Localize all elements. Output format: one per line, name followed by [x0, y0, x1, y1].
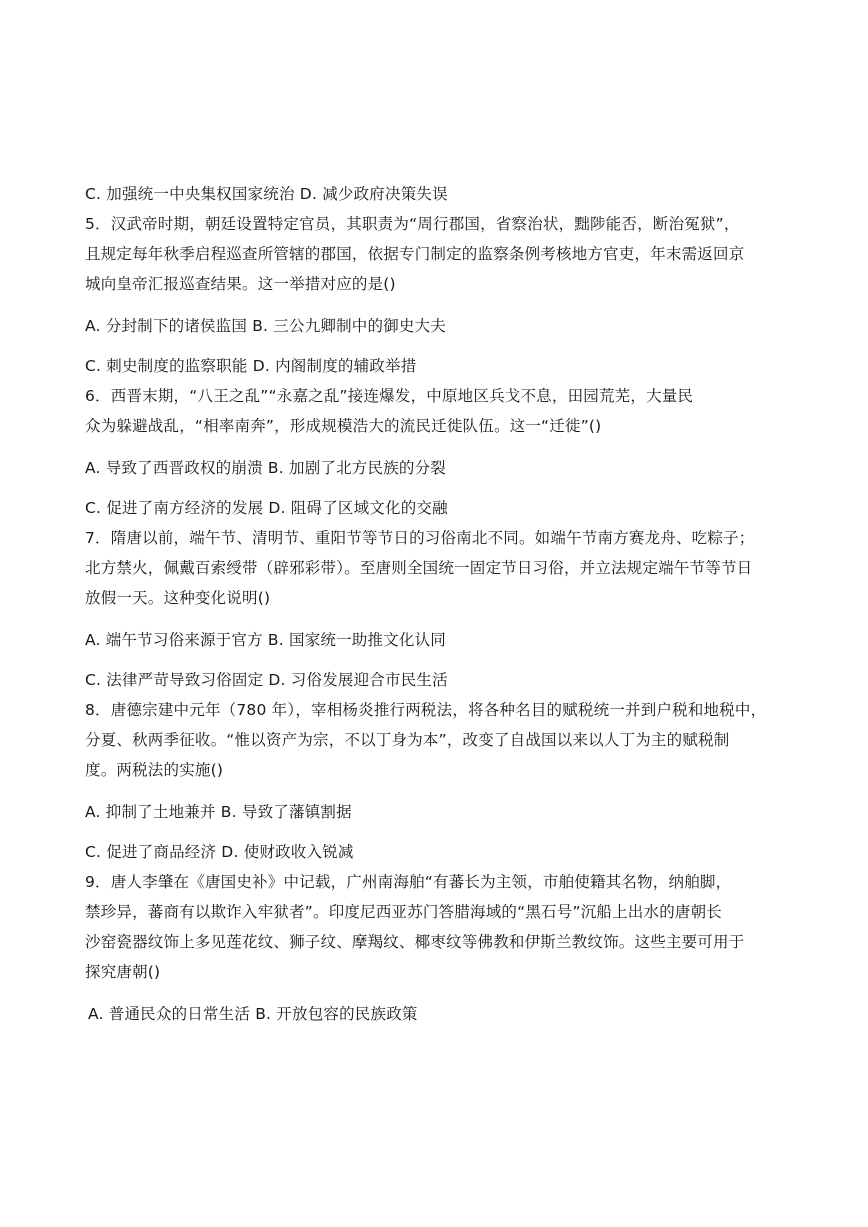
question-9-options-ab: A. 普通民众的日常生活 B. 开放包容的民族政策 — [88, 1005, 418, 1023]
question-9-line-3: 沙窑瓷器纹饰上多见莲花纹、狮子纹、摩羯纹、椰枣纹等佛教和伊斯兰教纹饰。这些主要可用于 — [85, 933, 745, 951]
question-5-options-cd: C. 刺史制度的监察职能 D. 内阁制度的辅政举措 — [85, 357, 417, 375]
question-7-line-2: 北方禁火，佩戴百索绶带（辟邪彩带）。至唐则全国统一固定节日习俗，并立法规定端午节等节日 — [85, 559, 753, 577]
question-5-options-ab: A. 分封制下的诸侯监国 B. 三公九卿制中的御史大夫 — [85, 317, 447, 335]
question-5-line-2: 且规定每年秋季启程巡查所管辖的郡国，依据专门制定的监察条例考核地方官吏，年末需返回京 — [85, 245, 745, 263]
question-7-line-1: 7．隋唐以前，端午节、清明节、重阳节等节日的习俗南北不同。如端午节南方赛龙舟、吃粽子； — [85, 529, 755, 547]
question-9-line-2: 禁珍异，蕃商有以欺诈入牢狱者”。印度尼西亚苏门答腊海域的“黑石号”沉船上出水的唐朝长 — [85, 903, 722, 921]
question-5-line-1: 5．汉武帝时期，朝廷设置特定官员，其职责为“周行郡国，省察治状，黜陟能否，断治冤狱”， — [85, 215, 740, 233]
question-7-options-ab: A. 端午节习俗来源于官方 B. 国家统一助推文化认同 — [85, 631, 447, 649]
question-7-line-3: 放假一天。这种变化说明() — [85, 589, 271, 607]
question-6-line-2: 众为躲避战乱，“相率南奔”，形成规模浩大的流民迁徙队伍。这一“迁徙”() — [85, 417, 602, 435]
question-8-options-cd: C. 促进了商品经济 D. 使财政收入锐减 — [85, 843, 354, 861]
question-8-line-1: 8．唐德宗建中元年（780 年），宰相杨炎推行两税法，将各种名目的赋税统一并到户税和地税中， — [85, 701, 767, 719]
question-6-line-1: 6．西晋末期，“八王之乱”“永嘉之乱”接连爆发，中原地区兵戈不息，田园荒芜，大量民 — [85, 387, 694, 405]
question-5-line-3: 城向皇帝汇报巡查结果。这一举措对应的是() — [85, 275, 396, 293]
question-8-line-3: 度。两税法的实施() — [85, 761, 224, 779]
question-7-options-cd: C. 法律严苛导致习俗固定 D. 习俗发展迎合市民生活 — [85, 671, 448, 689]
question-8-line-2: 分夏、秋两季征收。“惟以资产为宗，不以丁身为本”，改变了自战国以来以人丁为主的赋税制 — [85, 731, 730, 749]
question-9-line-4: 探究唐朝() — [85, 963, 161, 981]
option-line-4cd: C. 加强统一中央集权国家统治 D. 减少政府决策失误 — [85, 185, 448, 203]
question-9-line-1: 9．唐人李肇在《唐国史补》中记载，广州南海舶“有蕃长为主领，市舶使籍其名物，纳舶脚， — [85, 873, 732, 891]
question-8-options-ab: A. 抑制了土地兼并 B. 导致了藩镇割据 — [85, 803, 352, 821]
question-6-options-ab: A. 导致了西晋政权的崩溃 B. 加剧了北方民族的分裂 — [85, 459, 447, 477]
question-6-options-cd: C. 促进了南方经济的发展 D. 阻碍了区域文化的交融 — [85, 499, 448, 517]
